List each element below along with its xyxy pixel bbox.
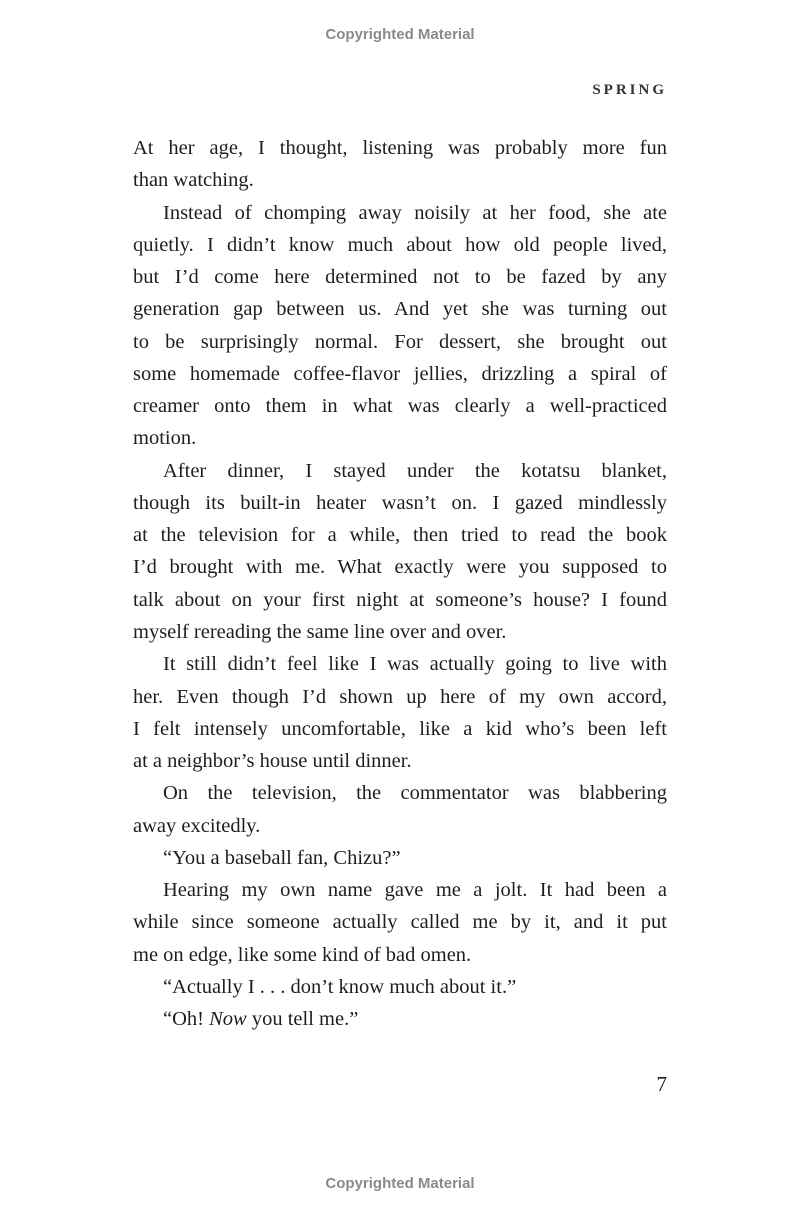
text-line: at a neighbor’s house until dinner. (133, 750, 412, 773)
paragraph (133, 777, 667, 842)
page-number: 7 (656, 1072, 667, 1096)
text-segment: you tell me.” (246, 1008, 359, 1031)
text-line: motion. (133, 427, 197, 450)
text-line: I’d brought with me. What exactly were you supposed to (133, 556, 667, 579)
text-line: though its built-in heater wasn’t on. I gazed mindlessly (133, 491, 667, 514)
text-line: her. Even though I’d shown up here of my own accord, (133, 685, 667, 708)
text-line: It still didn’t feel like I was actually going to live with (163, 653, 667, 676)
text-segment: “Oh! (163, 1008, 210, 1031)
text-line: talk about on your first night at someone’s house? I found (133, 588, 667, 611)
body-text (133, 132, 667, 1035)
text-line: After dinner, I stayed under the kotatsu blanket, (163, 459, 667, 482)
text-line: At her age, I thought, listening was probably more fun (133, 137, 667, 159)
copyright-watermark-bottom: Copyrighted Material (325, 1175, 475, 1192)
text-line: but I’d come here determined not to be fazed by any (133, 266, 667, 289)
text-line: than watching. (133, 169, 254, 192)
text-line: generation gap between us. And yet she was turning out (133, 298, 667, 321)
paragraph (133, 971, 667, 1003)
text-line: while since someone actually called me by it, and it put (133, 911, 667, 934)
text-line: to be surprisingly normal. For dessert, she brought out (133, 330, 667, 353)
text-line: some homemade coffee-flavor jellies, drizzling a spiral of (133, 362, 667, 385)
paragraph (133, 197, 667, 455)
paragraph (133, 648, 667, 777)
paragraph (133, 455, 667, 649)
paragraph (133, 132, 667, 197)
copyright-watermark-top: Copyrighted Material (325, 26, 475, 43)
running-head: SPRING (592, 82, 667, 98)
text-line: I felt intensely uncomfortable, like a kid who’s been left (133, 717, 667, 740)
text-line: myself rereading the same line over and over. (133, 620, 507, 643)
text-line: “You a baseball fan, Chizu?” (163, 846, 401, 869)
text-line: On the television, the commentator was blabbering (163, 782, 667, 805)
text-line: “Actually I . . . don’t know much about it.” (163, 975, 517, 998)
text-line: Hearing my own name gave me a jolt. It had been a (163, 879, 667, 902)
text-line: me on edge, like some kind of bad omen. (133, 943, 472, 966)
paragraph (133, 874, 667, 971)
text-line: creamer onto them in what was clearly a well-practiced (133, 395, 667, 418)
paragraph (133, 842, 667, 874)
text-line: away excitedly. (133, 814, 261, 837)
text-line: at the television for a while, then tried to read the book (133, 524, 667, 547)
italic-text: Now (209, 1008, 247, 1031)
paragraph (133, 1003, 667, 1035)
text-line: Instead of chomping away noisily at her food, she ate (163, 201, 667, 224)
text-line (133, 1003, 667, 1035)
text-line: quietly. I didn’t know much about how old people lived, (133, 233, 667, 256)
